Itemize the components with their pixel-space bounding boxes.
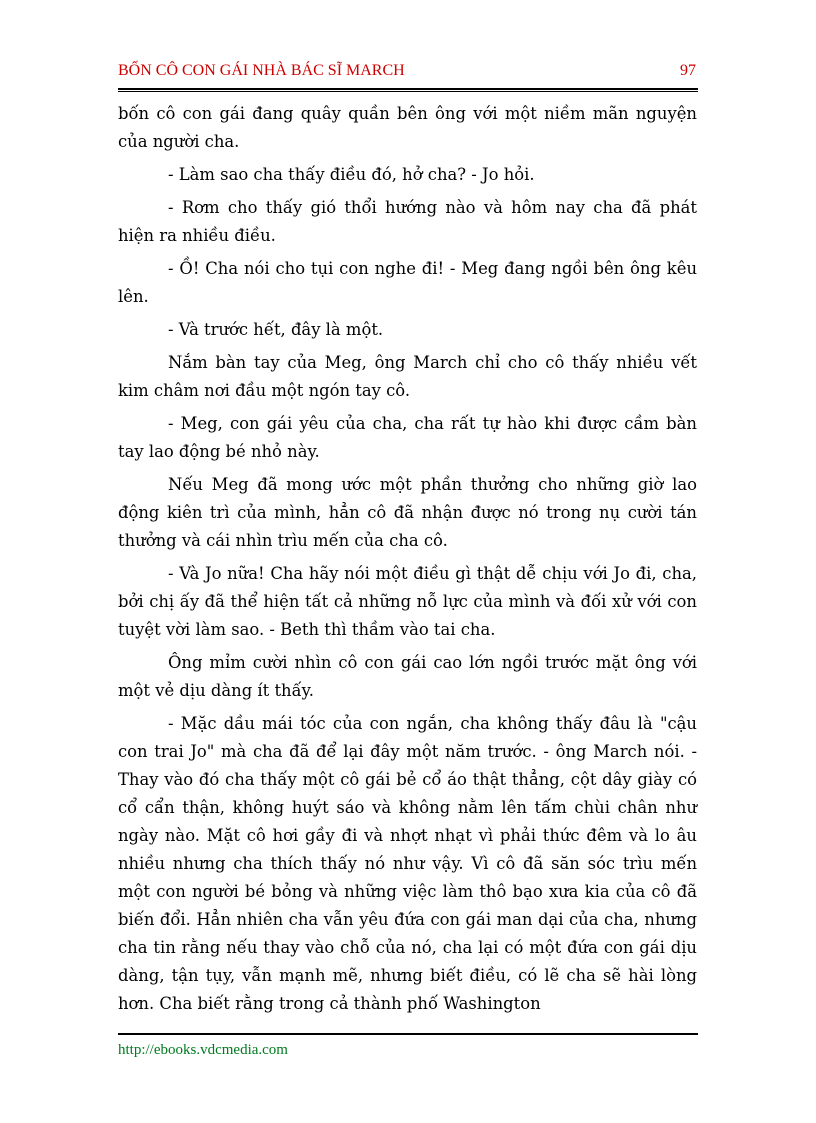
paragraph: Nếu Meg đã mong ước một phần thưởng cho những giờ lao động kiên trì của mình, hẳn cô đã nhận được nó trong nụ cười tán thưởng và cái nhìn trìu mến của cha cô. [118,475,697,550]
header-rule [118,88,698,92]
paragraph: - Meg, con gái yêu của cha, cha rất tự hào khi được cầm bàn tay lao động bé nhỏ này. [118,414,697,461]
paragraph: - Và Jo nữa! Cha hãy nói một điều gì thật dễ chịu với Jo đi, cha, bởi chị ấy đã thể hiện tất cả những nỗ lực của mình và đối xử với con tuyệt vời làm sao. - Beth thì thầm vào tai cha. [118,564,697,639]
footer-url[interactable]: http://ebooks.vdcmedia.com [118,1042,288,1058]
paragraph: - Làm sao cha thấy điều đó, hở cha? - Jo hỏi. [168,165,535,184]
page-body [118,100,697,1023]
paragraph: - Rơm cho thấy gió thổi hướng nào và hôm nay cha đã phát hiện ra nhiều điều. [118,198,697,245]
paragraph: Nắm bàn tay của Meg, ông March chỉ cho cô thấy nhiều vết kim châm nơi đầu một ngón tay cô. [118,353,697,400]
paragraph: bốn cô con gái đang quây quần bên ông với một niềm mãn nguyện của người cha. [118,104,697,151]
paragraph: - Mặc dầu mái tóc của con ngắn, cha không thấy đâu là "cậu con trai Jo" mà cha đã để lại đây một năm trước. - ông March nói. - Thay vào đó cha thấy một cô gái bẻ cổ áo thật thẳng, cột dây giày có cổ cẩn thận, không huýt sáo và không nằm lên tấm chùi chân như ngày nào. Mặt cô hơi gầy đi và nhợt nhạt vì phải thức đêm và lo âu nhiều nhưng cha thích thấy nó như vậy. Vì cô đã săn sóc trìu mến một con người bé bỏng và những việc làm thô bạo xưa kia của cô đã biến đổi. Hẳn nhiên cha vẫn yêu đứa con gái man dại của cha, nhưng cha tin rằng nếu thay vào chỗ của nó, cha lại có một đứa con gái dịu dàng, tận tụy, vẫn mạnh mẽ, nhưng biết điều, có lẽ cha sẽ hài lòng hơn. Cha biết rằng trong cả thành phố Washington [118,714,697,1013]
page-number: 97 [680,62,696,79]
footer-rule [118,1033,698,1035]
page-header [118,62,698,86]
book-title: BỐN CÔ CON GÁI NHÀ BÁC SĨ MARCH [118,62,405,79]
paragraph: Ông mỉm cười nhìn cô con gái cao lớn ngồi trước mặt ông với một vẻ dịu dàng ít thấy. [118,653,697,700]
paragraph: - Và trước hết, đây là một. [168,320,384,339]
paragraph: - Ồ! Cha nói cho tụi con nghe đi! - Meg đang ngồi bên ông kêu lên. [118,259,697,306]
